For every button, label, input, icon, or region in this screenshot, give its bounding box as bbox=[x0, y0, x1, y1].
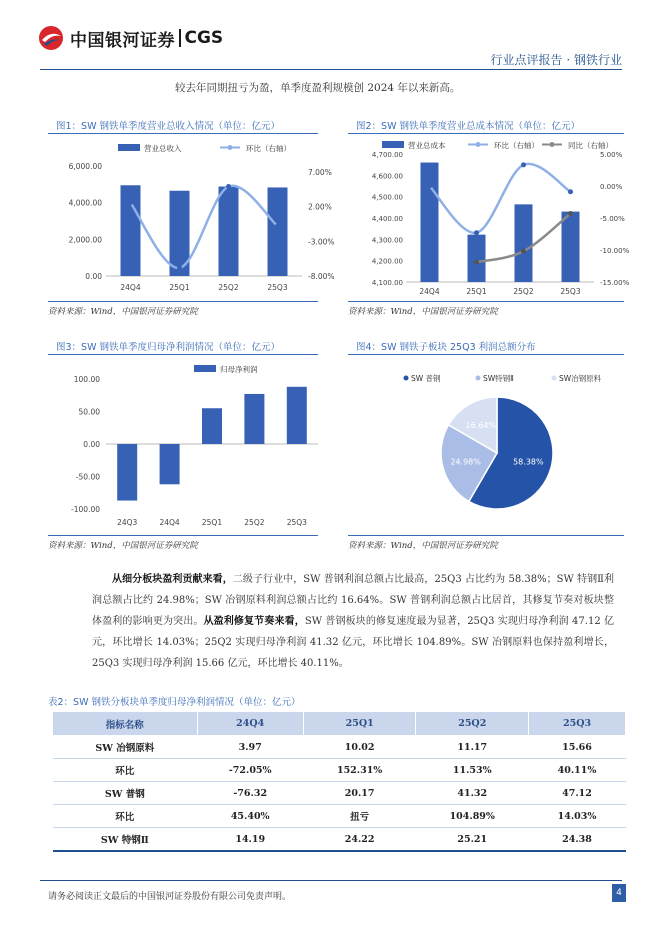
fig2-left-tick: 4,100.00 bbox=[371, 279, 403, 287]
fig4-slice-label: 24.98% bbox=[450, 457, 481, 467]
fig3-bottom-rule bbox=[48, 535, 318, 536]
fig1-qoq-point bbox=[275, 224, 280, 229]
table-cell: 扭亏 bbox=[303, 805, 416, 828]
footer-divider bbox=[40, 880, 622, 881]
fig1-qoq-point bbox=[177, 265, 182, 270]
fig3-bar bbox=[160, 444, 180, 484]
fig1-x-tick: 25Q2 bbox=[218, 283, 239, 292]
table-cell: SW 特钢Ⅱ bbox=[53, 828, 198, 852]
table-cell: 24.22 bbox=[303, 828, 416, 852]
fig4-legend-swatch bbox=[476, 376, 481, 381]
fig2-left-tick: 4,500.00 bbox=[371, 193, 403, 202]
fig1-x-tick: 25Q3 bbox=[267, 283, 288, 292]
table-row bbox=[53, 828, 626, 852]
fig1-bottom-rule bbox=[48, 301, 318, 302]
table-cell: 14.19 bbox=[197, 828, 303, 852]
fig1-chart bbox=[48, 136, 338, 298]
logo-separator bbox=[179, 29, 181, 47]
fig4-bottom-rule bbox=[348, 535, 624, 536]
report-type: 行业点评报告 · 钢铁行业 bbox=[490, 53, 622, 67]
analysis-lead2: 从盈利修复节奏来看， bbox=[203, 616, 305, 627]
table-header-cell: 指标名称 bbox=[53, 712, 198, 736]
fig3-bar bbox=[117, 444, 137, 501]
fig3-bar bbox=[287, 387, 307, 444]
table-cell: 24.38 bbox=[529, 828, 626, 852]
fig1-right-tick: -3.00% bbox=[308, 237, 335, 247]
table-cell: 环比 bbox=[53, 759, 198, 782]
fig4-legend-swatch bbox=[552, 376, 557, 381]
fig4-rule bbox=[348, 354, 624, 355]
fig1-left-tick: 6,000.00 bbox=[68, 162, 102, 171]
fig1-legend-revenue-swatch bbox=[118, 144, 140, 151]
fig1-bar bbox=[268, 187, 288, 276]
fig4-legend-label: SW冶钢原料 bbox=[559, 374, 602, 383]
fig1-legend-qoq-marker bbox=[228, 145, 233, 150]
fig3-title: 图3：SW 钢铁单季度归母净利润情况（单位：亿元） bbox=[56, 342, 280, 353]
fig2-qoq-point bbox=[474, 230, 479, 235]
fig2-legend-yoy-marker bbox=[550, 142, 555, 147]
table-title: 表2：SW 钢铁分板块单季度归母净利润情况（单位：亿元） bbox=[48, 697, 301, 708]
fig2-bar bbox=[515, 204, 533, 282]
fig1-rule bbox=[48, 133, 318, 134]
fig3-legend-profit-swatch bbox=[194, 365, 216, 372]
table-cell: 11.53% bbox=[416, 759, 529, 782]
logo-cn-text: 中国银河证券 bbox=[70, 30, 175, 51]
fig2-left-tick: 4,200.00 bbox=[371, 257, 403, 266]
fig3-bar bbox=[244, 394, 264, 444]
fig2-yoy-point bbox=[521, 249, 526, 254]
fig4-slice-label: 58.38% bbox=[513, 457, 544, 467]
intro-text: 较去年同期扭亏为盈，单季度盈利规模创 2024 年以来新高。 bbox=[175, 82, 461, 94]
fig4-chart bbox=[348, 357, 624, 533]
fig1-right-tick: -8.00% bbox=[308, 272, 335, 281]
fig1-right-tick: 7.00% bbox=[308, 168, 332, 177]
fig2-qoq-point bbox=[521, 162, 526, 167]
fig1-source: 资料来源：Wind，中国银河证券研究院 bbox=[48, 307, 198, 317]
profit-table bbox=[52, 711, 626, 852]
fig2-legend-qoq-marker bbox=[476, 142, 481, 147]
fig1-x-tick: 25Q1 bbox=[169, 283, 190, 292]
table-row bbox=[53, 759, 626, 782]
fig2-right-tick: 5.00% bbox=[600, 151, 623, 159]
table-cell: -76.32 bbox=[197, 782, 303, 805]
table-row bbox=[53, 782, 626, 805]
page-number: 4 bbox=[612, 884, 626, 902]
company-logo bbox=[38, 24, 223, 52]
fig2-left-tick: 4,700.00 bbox=[371, 151, 403, 159]
fig4-legend-label: SW 普钢 bbox=[411, 374, 441, 383]
table-cell: -72.05% bbox=[197, 759, 303, 782]
table-cell: 环比 bbox=[53, 805, 198, 828]
fig2-bar bbox=[562, 212, 580, 282]
fig3-left-tick: 100.00 bbox=[73, 375, 100, 384]
analysis-paragraph bbox=[92, 569, 614, 674]
fig2-right-tick: -15.00% bbox=[600, 279, 630, 287]
table-cell: 3.97 bbox=[197, 736, 303, 759]
fig4-slice-label: 16.64% bbox=[465, 420, 497, 430]
table-row bbox=[53, 805, 626, 828]
fig3-x-tick: 25Q3 bbox=[286, 518, 307, 527]
fig2-legend-qoq-label: 环比（右轴） bbox=[494, 141, 539, 150]
fig2-bar bbox=[421, 163, 439, 282]
table-header-cell: 25Q3 bbox=[529, 712, 626, 736]
fig1-qoq-point bbox=[128, 200, 133, 205]
table-cell: 11.17 bbox=[416, 736, 529, 759]
fig1-left-tick: 0.00 bbox=[85, 272, 102, 281]
fig1-left-tick: 4,000.00 bbox=[68, 198, 102, 208]
table-cell: 152.31% bbox=[303, 759, 416, 782]
fig3-legend-profit-label: 归母净利润 bbox=[220, 365, 258, 374]
fig2-left-tick: 4,300.00 bbox=[371, 236, 403, 245]
fig1-qoq-point bbox=[226, 184, 231, 189]
fig1-left-tick: 2,000.00 bbox=[68, 235, 102, 245]
table-header-cell: 24Q4 bbox=[197, 712, 303, 736]
fig2-qoq-line bbox=[430, 164, 571, 233]
fig4-title: 图4：SW 钢铁子板块 25Q3 利润总额分布 bbox=[356, 342, 536, 353]
fig2-bottom-rule bbox=[348, 301, 624, 302]
table-cell: 41.32 bbox=[416, 782, 529, 805]
fig2-legend-yoy-label: 同比（右轴） bbox=[568, 141, 613, 150]
fig1-qoq-line bbox=[131, 186, 278, 268]
table-cell: 10.02 bbox=[303, 736, 416, 759]
fig1-right-tick: 2.00% bbox=[308, 202, 332, 212]
fig2-x-tick: 24Q4 bbox=[419, 287, 440, 296]
fig2-title: 图2：SW 钢铁单季度营业总成本情况（单位：亿元） bbox=[356, 121, 580, 132]
fig2-x-tick: 25Q2 bbox=[513, 287, 534, 296]
fig2-x-tick: 25Q1 bbox=[466, 287, 487, 296]
fig2-qoq-point bbox=[427, 184, 432, 189]
fig3-source: 资料来源：Wind，中国银河证券研究院 bbox=[48, 541, 198, 551]
fig2-right-tick: -5.00% bbox=[600, 215, 625, 223]
fig2-legend-cost-swatch bbox=[382, 141, 404, 148]
cgs-logo-icon bbox=[38, 25, 64, 51]
fig1-bar bbox=[219, 187, 239, 276]
table-cell: 45.40% bbox=[197, 805, 303, 828]
fig2-chart bbox=[348, 136, 638, 300]
table-cell: 20.17 bbox=[303, 782, 416, 805]
table-cell: SW 普钢 bbox=[53, 782, 198, 805]
table-cell: SW 冶钢原料 bbox=[53, 736, 198, 759]
fig1-bar bbox=[121, 185, 141, 276]
table-header-row bbox=[53, 712, 626, 736]
fig3-x-tick: 24Q4 bbox=[159, 518, 180, 527]
fig2-x-tick: 25Q3 bbox=[560, 287, 581, 296]
table-cell: 47.12 bbox=[529, 782, 626, 805]
analysis-part1: 二级子行业中，SW 普钢利润总额占比最高，25Q3 占比约为 58.38%；SW 特钢Ⅱ利润总额占比约 24.98%；SW 冶钢原料利润总额占比约 16.64%。SW 普钢利润总额占比居首，其修复节奏对板块整体盈利的影响更为突出。 bbox=[92, 574, 615, 627]
analysis-lead: 从细分板块盈利贡献来看， bbox=[112, 574, 233, 585]
table-cell: 15.66 bbox=[529, 736, 626, 759]
logo-en-text: CGS bbox=[184, 28, 224, 48]
fig4-legend-swatch bbox=[404, 376, 409, 381]
fig3-left-tick: 50.00 bbox=[78, 407, 100, 417]
analysis-part2: SW 普钢板块的修复速度最为显著，25Q3 实现归母净利润 47.12 亿元，环比增长 14.03%；25Q2 实现归母净利润 41.32 亿元，环比增长 104.89%。SW 冶钢原料也保持盈利增长，25Q3 实现归母净利润 15.66 亿元，环比增长 40.11%。 bbox=[92, 616, 615, 669]
fig2-legend-cost-label: 营业总成本 bbox=[408, 141, 446, 150]
fig2-yoy-point bbox=[474, 260, 479, 265]
fig2-right-tick: -10.00% bbox=[600, 247, 630, 255]
fig2-right-tick: 0.00% bbox=[600, 183, 623, 191]
fig2-rule bbox=[348, 133, 624, 134]
fig4-legend-label: SW特钢Ⅱ bbox=[483, 374, 514, 383]
fig3-chart bbox=[48, 357, 338, 533]
fig2-left-tick: 4,400.00 bbox=[371, 215, 403, 223]
table-header-cell: 25Q1 bbox=[303, 712, 416, 736]
table-cell: 104.89% bbox=[416, 805, 529, 828]
table-header-cell: 25Q2 bbox=[416, 712, 529, 736]
fig2-source: 资料来源：Wind，中国银河证券研究院 bbox=[348, 307, 498, 317]
fig3-x-tick: 25Q1 bbox=[201, 518, 223, 527]
header-divider bbox=[40, 69, 622, 70]
fig3-bar bbox=[202, 408, 222, 444]
fig3-left-tick: -50.00 bbox=[75, 472, 100, 482]
fig1-title: 图1：SW 钢铁单季度营业总收入情况（单位：亿元） bbox=[56, 121, 280, 132]
table-row bbox=[53, 736, 626, 759]
fig1-legend-revenue-label: 营业总收入 bbox=[144, 144, 182, 153]
table-cell: 14.03% bbox=[529, 805, 626, 828]
fig2-yoy-point bbox=[568, 211, 573, 216]
fig1-legend-qoq-label: 环比（右轴） bbox=[246, 144, 291, 153]
fig4-source: 资料来源：Wind，中国银河证券研究院 bbox=[348, 541, 498, 551]
fig2-bar bbox=[468, 235, 486, 282]
fig1-x-tick: 24Q4 bbox=[120, 283, 141, 292]
fig2-left-tick: 4,600.00 bbox=[371, 172, 403, 181]
fig3-rule bbox=[48, 354, 318, 355]
fig3-left-tick: 0.00 bbox=[83, 440, 100, 449]
footer-disclaimer: 请务必阅读正文最后的中国银河证券股份有限公司免责声明。 bbox=[48, 892, 292, 902]
fig3-x-tick: 25Q2 bbox=[244, 518, 265, 527]
fig2-qoq-point bbox=[568, 189, 573, 194]
table-cell: 40.11% bbox=[529, 759, 626, 782]
fig3-left-tick: -100.00 bbox=[71, 505, 100, 514]
table-cell: 25.21 bbox=[416, 828, 529, 852]
fig3-x-tick: 24Q3 bbox=[117, 518, 138, 527]
